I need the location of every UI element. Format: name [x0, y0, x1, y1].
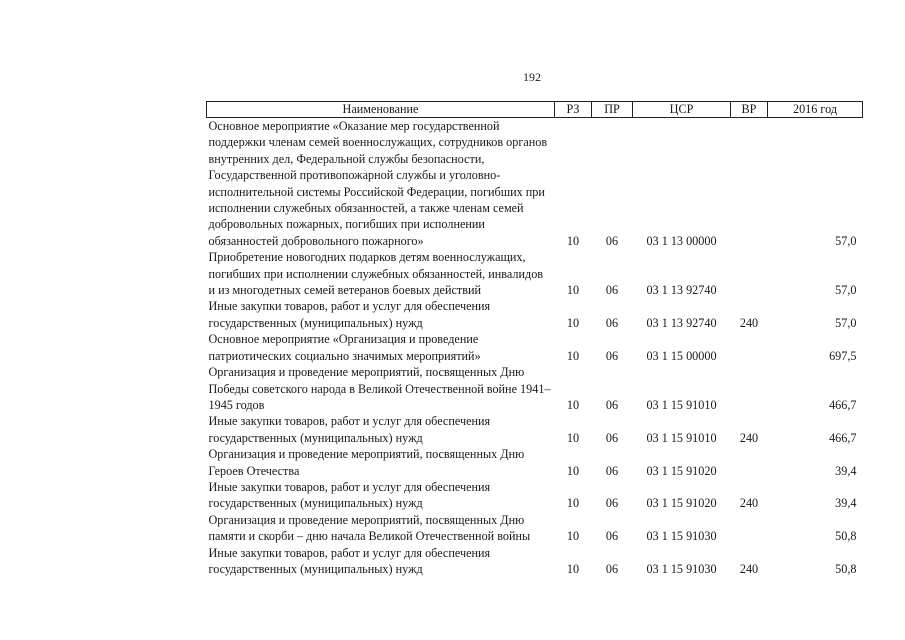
page-number: 192 [523, 70, 541, 84]
row-name: Организация и проведение мероприятий, посвященных Дню Победы советского народа в Великой Отечественной войне 1941–1945 годов [208, 365, 551, 412]
row-name: Организация и проведение мероприятий, посвященных Дню Героев Отечества [208, 447, 525, 478]
row-pr: 06 [605, 348, 619, 363]
row-amount: 57,0 [835, 233, 857, 248]
row-vr [731, 446, 768, 479]
row-rz: 10 [566, 233, 580, 248]
row-name: Основное мероприятие «Организация и проведение патриотических социально значимых мероприятий» [208, 332, 481, 363]
row-csr: 03 1 13 92740 [646, 283, 717, 298]
table-row [207, 118, 863, 250]
row-csr: 03 1 15 91010 [646, 430, 717, 445]
table-row [207, 512, 863, 545]
header-name: Наименование [207, 102, 555, 118]
header-rz: РЗ [555, 102, 592, 118]
row-rz: 10 [566, 397, 580, 412]
row-name: Приобретение новогодних подарков детям военнослужащих, погибших при исполнении служебных обязанностей, инвалидов и из многодетных семей ветеранов боевых действий [208, 250, 544, 298]
row-amount: 466,7 [829, 397, 857, 412]
row-csr: 03 1 13 92740 [646, 315, 717, 330]
row-amount: 57,0 [835, 315, 857, 330]
row-rz: 10 [566, 496, 580, 511]
row-pr: 06 [605, 496, 619, 511]
row-rz: 10 [566, 315, 580, 330]
header-csr: ЦСР [633, 102, 731, 118]
table-row [207, 249, 863, 298]
row-name: Иные закупки товаров, работ и услуг для обеспечения государственных (муниципальных) нужд [208, 479, 491, 511]
header-vr: ВР [731, 102, 768, 118]
row-pr: 06 [605, 397, 619, 412]
row-name: Иные закупки товаров, работ и услуг для обеспечения государственных (муниципальных) нужд [208, 414, 491, 445]
budget-table [206, 101, 863, 577]
row-name: Организация и проведение мероприятий, посвященных Дню памяти и скорби – дню начала Великой Отечественной войны [208, 512, 531, 544]
row-csr: 03 1 15 91020 [646, 496, 717, 511]
row-name: Иные закупки товаров, работ и услуг для обеспечения государственных (муниципальных) нужд [208, 545, 491, 576]
row-rz: 10 [566, 463, 580, 478]
table-row [207, 479, 863, 512]
row-pr: 06 [605, 529, 619, 544]
row-name: Иные закупки товаров, работ и услуг для обеспечения государственных (муниципальных) нужд [208, 299, 491, 330]
row-pr: 06 [605, 233, 619, 248]
header-row [207, 102, 863, 118]
row-vr: 240 [739, 430, 759, 445]
table-row [207, 364, 863, 413]
row-csr: 03 1 15 91020 [646, 463, 717, 478]
row-rz: 10 [566, 430, 580, 445]
row-pr: 06 [605, 463, 619, 478]
table-row [207, 298, 863, 331]
row-amount: 50,8 [835, 529, 857, 544]
row-csr: 03 1 15 91010 [646, 397, 717, 412]
row-amount: 697,5 [829, 348, 857, 363]
row-vr [731, 512, 768, 545]
table-row [207, 413, 863, 446]
table-header [207, 102, 863, 118]
row-rz: 10 [566, 529, 580, 544]
row-csr: 03 1 13 00000 [646, 233, 717, 248]
row-rz: 10 [566, 283, 580, 298]
row-rz: 10 [566, 348, 580, 363]
row-vr [731, 331, 768, 364]
row-amount: 57,0 [835, 283, 857, 298]
row-amount: 39,4 [835, 496, 857, 511]
row-vr: 240 [739, 496, 759, 511]
row-pr: 06 [605, 283, 619, 298]
row-vr [731, 364, 768, 413]
row-vr: 240 [739, 561, 759, 576]
row-amount: 466,7 [829, 430, 857, 445]
row-vr: 240 [739, 315, 759, 330]
row-name: Основное мероприятие «Оказание мер государственной поддержки членам семей военнослужащих, сотрудников органов внутренних дел, Федеральной службы безопасности, Государственной противопожарной службы и уголовно-исполнительной системы Российской Федерации, погибших при исполнении служебных обязанностей, а также членам семей добровольных пожарных, погибших при исполнении обязанностей добровольного пожарного» [208, 119, 548, 248]
row-csr: 03 1 15 91030 [646, 561, 717, 576]
row-amount: 50,8 [835, 561, 857, 576]
row-pr: 06 [605, 561, 619, 576]
row-csr: 03 1 15 91030 [646, 529, 717, 544]
row-amount: 39,4 [835, 463, 857, 478]
row-vr [731, 249, 768, 298]
row-rz: 10 [566, 561, 580, 576]
header-pr: ПР [592, 102, 633, 118]
table-row [207, 331, 863, 364]
table-row [207, 545, 863, 578]
table-row [207, 446, 863, 479]
row-pr: 06 [605, 430, 619, 445]
row-pr: 06 [605, 315, 619, 330]
header-year: 2016 год [768, 102, 863, 118]
row-vr [731, 118, 768, 250]
row-csr: 03 1 15 00000 [646, 348, 717, 363]
